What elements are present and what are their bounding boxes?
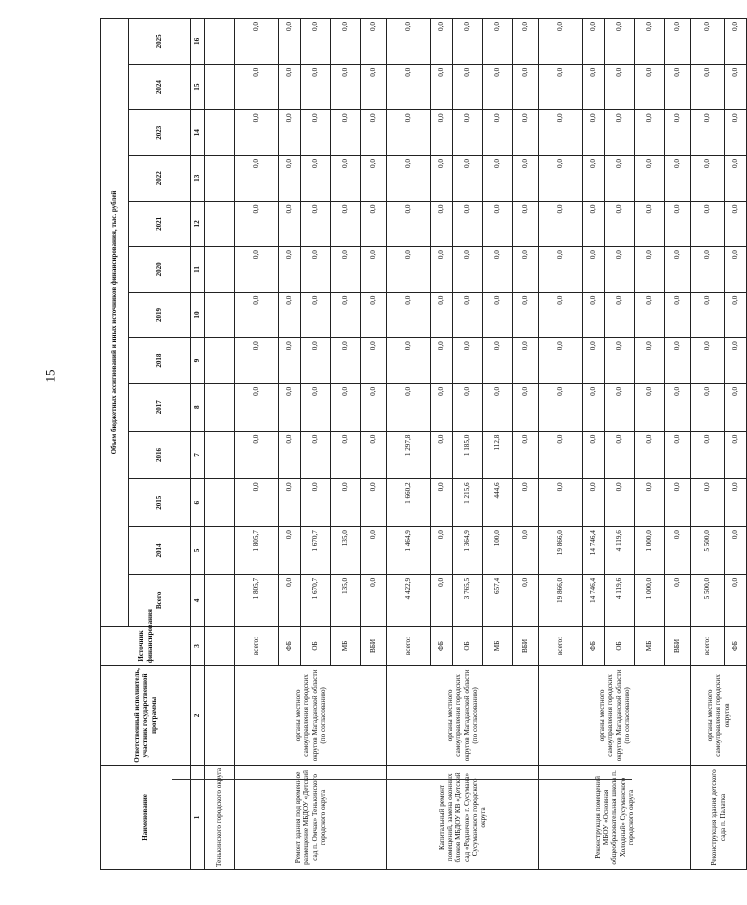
year-value: 0,0 bbox=[691, 338, 725, 384]
executor: органы местного самоуправления городских округов Магаданской области (по согласованию) bbox=[539, 666, 691, 766]
bottom-rule bbox=[172, 779, 632, 780]
year-value: 0,0 bbox=[361, 527, 387, 575]
object-name: Ремонт здания под временное размещение МБДОУ «Детский сад п. Омчак» Тенькинского городского округа bbox=[235, 765, 387, 869]
header-year: 2015 bbox=[129, 479, 191, 527]
year-value: 0,0 bbox=[483, 64, 513, 110]
year-value: 0,0 bbox=[453, 292, 483, 338]
column-number: 9 bbox=[191, 338, 205, 384]
year-value: 0,0 bbox=[235, 431, 279, 479]
year-value: 0,0 bbox=[483, 201, 513, 247]
year-value: 0,0 bbox=[691, 64, 725, 110]
year-value: 0,0 bbox=[279, 64, 301, 110]
year-value: 0,0 bbox=[279, 431, 301, 479]
year-value: 0,0 bbox=[387, 201, 431, 247]
column-number: 7 bbox=[191, 431, 205, 479]
header-year: 2020 bbox=[129, 247, 191, 293]
year-value: 0,0 bbox=[605, 431, 635, 479]
header-year: 2018 bbox=[129, 338, 191, 384]
year-value: 0,0 bbox=[539, 292, 583, 338]
year-value: 0,0 bbox=[279, 527, 301, 575]
total-value: 4 119,6 bbox=[605, 574, 635, 626]
year-value: 0,0 bbox=[583, 155, 605, 201]
year-value: 0,0 bbox=[301, 292, 331, 338]
year-value: 0,0 bbox=[331, 292, 361, 338]
total-value: 14 746,4 bbox=[583, 574, 605, 626]
year-value: 0,0 bbox=[279, 155, 301, 201]
header-year: 2016 bbox=[129, 431, 191, 479]
year-value: 14 746,4 bbox=[583, 527, 605, 575]
year-value: 0,0 bbox=[453, 155, 483, 201]
year-value: 0,0 bbox=[301, 110, 331, 156]
table-row bbox=[539, 19, 583, 870]
table-row bbox=[387, 19, 431, 870]
column-number: 6 bbox=[191, 479, 205, 527]
year-value: 0,0 bbox=[279, 110, 301, 156]
year-value: 0,0 bbox=[605, 247, 635, 293]
year-value: 0,0 bbox=[483, 110, 513, 156]
year-value: 0,0 bbox=[605, 201, 635, 247]
year-value: 1 805,7 bbox=[235, 527, 279, 575]
year-value: 0,0 bbox=[665, 155, 691, 201]
total-value: 3 765,5 bbox=[453, 574, 483, 626]
year-value: 0,0 bbox=[605, 338, 635, 384]
total-value: 135,0 bbox=[331, 574, 361, 626]
year-value: 0,0 bbox=[301, 431, 331, 479]
year-value: 0,0 bbox=[279, 201, 301, 247]
total-value: 1 000,0 bbox=[635, 574, 665, 626]
year-value: 0,0 bbox=[665, 19, 691, 65]
header-total: Всего bbox=[129, 574, 191, 626]
year-value: 0,0 bbox=[691, 383, 725, 431]
year-value: 0,0 bbox=[635, 155, 665, 201]
executor: органы местного самоуправления городских округов Магаданской области (по согласованию) bbox=[387, 666, 539, 766]
year-value: 0,0 bbox=[513, 527, 539, 575]
header-year: 2021 bbox=[129, 201, 191, 247]
year-value: 0,0 bbox=[513, 64, 539, 110]
header-year: 2022 bbox=[129, 155, 191, 201]
year-value: 0,0 bbox=[331, 479, 361, 527]
year-value: 0,0 bbox=[331, 338, 361, 384]
funding-source: всего: bbox=[691, 626, 725, 665]
year-value: 1 215,6 bbox=[453, 479, 483, 527]
year-value: 0,0 bbox=[665, 338, 691, 384]
year-value: 0,0 bbox=[361, 247, 387, 293]
year-value: 0,0 bbox=[301, 19, 331, 65]
year-value: 19 866,0 bbox=[539, 527, 583, 575]
funding-source: ВБИ bbox=[513, 626, 539, 665]
year-value: 444,6 bbox=[483, 479, 513, 527]
year-value: 0,0 bbox=[539, 383, 583, 431]
page-number: 15 bbox=[42, 369, 58, 383]
year-value: 0,0 bbox=[331, 383, 361, 431]
year-value: 0,0 bbox=[301, 201, 331, 247]
funding-source: МБ bbox=[635, 626, 665, 665]
year-value: 0,0 bbox=[431, 338, 453, 384]
year-value: 0,0 bbox=[539, 431, 583, 479]
year-value: 0,0 bbox=[453, 201, 483, 247]
year-value: 0,0 bbox=[235, 338, 279, 384]
year-value: 0,0 bbox=[725, 19, 747, 65]
year-value: 0,0 bbox=[279, 479, 301, 527]
executor: органы местного самоуправления городских округов Магаданской области (по согласованию) bbox=[235, 666, 387, 766]
year-value: 0,0 bbox=[665, 64, 691, 110]
column-number: 3 bbox=[191, 626, 205, 665]
year-value: 0,0 bbox=[361, 201, 387, 247]
funding-source: ФБ bbox=[431, 626, 453, 665]
year-value: 0,0 bbox=[635, 479, 665, 527]
year-value: 0,0 bbox=[453, 64, 483, 110]
year-value: 0,0 bbox=[279, 383, 301, 431]
year-value: 0,0 bbox=[725, 64, 747, 110]
year-value: 0,0 bbox=[431, 201, 453, 247]
year-value: 0,0 bbox=[301, 155, 331, 201]
year-value: 0,0 bbox=[361, 431, 387, 479]
year-value: 0,0 bbox=[513, 201, 539, 247]
column-number: 12 bbox=[191, 201, 205, 247]
year-value: 0,0 bbox=[279, 338, 301, 384]
year-value: 0,0 bbox=[453, 338, 483, 384]
funding-source: ВБИ bbox=[665, 626, 691, 665]
column-number: 8 bbox=[191, 383, 205, 431]
year-value: 0,0 bbox=[331, 110, 361, 156]
header-year: 2014 bbox=[129, 527, 191, 575]
header-year: 2025 bbox=[129, 19, 191, 65]
total-value: 4 422,9 bbox=[387, 574, 431, 626]
year-value: 0,0 bbox=[431, 479, 453, 527]
year-value: 0,0 bbox=[453, 247, 483, 293]
year-value: 0,0 bbox=[691, 19, 725, 65]
column-number: 4 bbox=[191, 574, 205, 626]
year-value: 0,0 bbox=[635, 64, 665, 110]
year-value: 0,0 bbox=[331, 19, 361, 65]
column-number: 15 bbox=[191, 64, 205, 110]
year-value: 0,0 bbox=[331, 431, 361, 479]
year-value: 0,0 bbox=[387, 292, 431, 338]
funding-source: МБ bbox=[483, 626, 513, 665]
year-value: 0,0 bbox=[235, 383, 279, 431]
year-value: 0,0 bbox=[725, 247, 747, 293]
total-value: 0,0 bbox=[725, 574, 747, 626]
rotated-table-container bbox=[100, 18, 740, 870]
year-value: 0,0 bbox=[361, 155, 387, 201]
year-value: 0,0 bbox=[387, 19, 431, 65]
year-value: 0,0 bbox=[583, 110, 605, 156]
year-value: 0,0 bbox=[691, 247, 725, 293]
year-value: 0,0 bbox=[301, 479, 331, 527]
year-value: 0,0 bbox=[513, 19, 539, 65]
year-value: 0,0 bbox=[483, 155, 513, 201]
year-value: 0,0 bbox=[539, 338, 583, 384]
year-value: 1 297,8 bbox=[387, 431, 431, 479]
funding-source: всего: bbox=[235, 626, 279, 665]
year-value: 0,0 bbox=[583, 338, 605, 384]
year-value: 0,0 bbox=[665, 383, 691, 431]
year-value: 0,0 bbox=[691, 110, 725, 156]
year-value: 0,0 bbox=[725, 431, 747, 479]
year-value: 0,0 bbox=[691, 431, 725, 479]
year-value: 0,0 bbox=[635, 19, 665, 65]
year-value: 1 000,0 bbox=[635, 527, 665, 575]
year-value: 0,0 bbox=[431, 155, 453, 201]
year-value: 4 119,6 bbox=[605, 527, 635, 575]
funding-source: ФБ bbox=[725, 626, 747, 665]
year-value: 0,0 bbox=[453, 383, 483, 431]
year-value: 0,0 bbox=[539, 19, 583, 65]
year-value: 0,0 bbox=[583, 19, 605, 65]
year-value: 0,0 bbox=[361, 110, 387, 156]
year-value: 0,0 bbox=[513, 247, 539, 293]
year-value: 0,0 bbox=[279, 247, 301, 293]
year-value: 0,0 bbox=[431, 64, 453, 110]
funding-source: всего: bbox=[539, 626, 583, 665]
total-value: 1 805,7 bbox=[235, 574, 279, 626]
year-value: 0,0 bbox=[583, 383, 605, 431]
year-value: 0,0 bbox=[725, 155, 747, 201]
year-value: 0,0 bbox=[725, 338, 747, 384]
header-source: Источник финансирования bbox=[101, 626, 191, 665]
year-value: 0,0 bbox=[605, 155, 635, 201]
funding-source: ОБ bbox=[605, 626, 635, 665]
year-value: 0,0 bbox=[605, 19, 635, 65]
year-value: 0,0 bbox=[665, 110, 691, 156]
year-value: 0,0 bbox=[725, 527, 747, 575]
year-value: 0,0 bbox=[235, 201, 279, 247]
year-value: 0,0 bbox=[331, 247, 361, 293]
column-number: 5 bbox=[191, 527, 205, 575]
funding-source: ОБ bbox=[453, 626, 483, 665]
year-value: 0,0 bbox=[725, 201, 747, 247]
year-value: 0,0 bbox=[605, 110, 635, 156]
year-value: 0,0 bbox=[387, 383, 431, 431]
column-number: 13 bbox=[191, 155, 205, 201]
year-value: 0,0 bbox=[583, 292, 605, 338]
year-value: 0,0 bbox=[583, 479, 605, 527]
year-value: 0,0 bbox=[691, 479, 725, 527]
continued-name-cell: Тенькинского городского округа bbox=[205, 765, 235, 869]
year-value: 0,0 bbox=[725, 383, 747, 431]
year-value: 0,0 bbox=[539, 247, 583, 293]
year-value: 0,0 bbox=[331, 155, 361, 201]
year-value: 0,0 bbox=[431, 431, 453, 479]
year-value: 0,0 bbox=[361, 479, 387, 527]
year-value: 0,0 bbox=[691, 155, 725, 201]
funding-source: ОБ bbox=[301, 626, 331, 665]
year-value: 135,0 bbox=[331, 527, 361, 575]
table-row bbox=[235, 19, 279, 870]
year-value: 0,0 bbox=[665, 292, 691, 338]
year-value: 0,0 bbox=[301, 338, 331, 384]
year-value: 0,0 bbox=[301, 247, 331, 293]
year-value: 0,0 bbox=[301, 383, 331, 431]
year-value: 0,0 bbox=[235, 110, 279, 156]
year-value: 0,0 bbox=[387, 64, 431, 110]
year-value: 0,0 bbox=[665, 527, 691, 575]
object-name: Реконструкция здания детского сада п. Палатка bbox=[691, 765, 747, 869]
header-year: 2017 bbox=[129, 383, 191, 431]
column-number: 10 bbox=[191, 292, 205, 338]
column-number: 16 bbox=[191, 19, 205, 65]
year-value: 0,0 bbox=[361, 338, 387, 384]
total-value: 0,0 bbox=[361, 574, 387, 626]
funding-source: МБ bbox=[331, 626, 361, 665]
year-value: 0,0 bbox=[431, 527, 453, 575]
year-value: 0,0 bbox=[583, 201, 605, 247]
year-value: 0,0 bbox=[513, 431, 539, 479]
year-value: 0,0 bbox=[635, 201, 665, 247]
year-value: 0,0 bbox=[583, 247, 605, 293]
object-name: Капитальный ремонт помещений, замена оконных блоков МБДОУ КВ «Детский сад «Родничок» г. Сусумана» Сусуманского городского округа bbox=[387, 765, 539, 869]
year-value: 0,0 bbox=[483, 383, 513, 431]
year-value: 0,0 bbox=[539, 64, 583, 110]
year-value: 0,0 bbox=[387, 110, 431, 156]
funding-source: ФБ bbox=[279, 626, 301, 665]
header-year: 2019 bbox=[129, 292, 191, 338]
year-value: 0,0 bbox=[635, 292, 665, 338]
year-value: 0,0 bbox=[483, 338, 513, 384]
year-value: 1 670,7 bbox=[301, 527, 331, 575]
year-value: 0,0 bbox=[513, 155, 539, 201]
year-value: 0,0 bbox=[453, 19, 483, 65]
year-value: 0,0 bbox=[331, 201, 361, 247]
year-value: 0,0 bbox=[665, 201, 691, 247]
year-value: 0,0 bbox=[605, 64, 635, 110]
year-value: 1 185,0 bbox=[453, 431, 483, 479]
column-number: 1 bbox=[191, 765, 205, 869]
year-value: 1 660,2 bbox=[387, 479, 431, 527]
year-value: 0,0 bbox=[513, 292, 539, 338]
year-value: 0,0 bbox=[431, 110, 453, 156]
year-value: 1 464,9 bbox=[387, 527, 431, 575]
year-value: 112,8 bbox=[483, 431, 513, 479]
year-value: 0,0 bbox=[635, 338, 665, 384]
year-value: 0,0 bbox=[387, 338, 431, 384]
year-value: 0,0 bbox=[279, 292, 301, 338]
year-value: 0,0 bbox=[513, 383, 539, 431]
year-value: 0,0 bbox=[539, 110, 583, 156]
funding-source: ФБ bbox=[583, 626, 605, 665]
total-value: 19 866,0 bbox=[539, 574, 583, 626]
year-value: 0,0 bbox=[605, 479, 635, 527]
executor: органы местного самоуправления городских округов bbox=[691, 666, 747, 766]
year-value: 0,0 bbox=[235, 479, 279, 527]
year-value: 0,0 bbox=[665, 247, 691, 293]
year-value: 0,0 bbox=[691, 201, 725, 247]
total-value: 0,0 bbox=[431, 574, 453, 626]
year-value: 0,0 bbox=[361, 292, 387, 338]
year-value: 100,0 bbox=[483, 527, 513, 575]
column-number: 14 bbox=[191, 110, 205, 156]
year-value: 0,0 bbox=[235, 247, 279, 293]
total-value: 0,0 bbox=[665, 574, 691, 626]
object-name: Реконструкция помещений МБОУ «Основная общеобразовательная школа п. Холодный» Сусуманского городского округа bbox=[539, 765, 691, 869]
total-value: 657,4 bbox=[483, 574, 513, 626]
year-value: 0,0 bbox=[665, 479, 691, 527]
year-value: 0,0 bbox=[725, 479, 747, 527]
year-value: 0,0 bbox=[539, 479, 583, 527]
year-value: 0,0 bbox=[453, 110, 483, 156]
total-value: 0,0 bbox=[513, 574, 539, 626]
table-row bbox=[691, 19, 725, 870]
year-value: 0,0 bbox=[279, 19, 301, 65]
year-value: 0,0 bbox=[725, 110, 747, 156]
year-value: 0,0 bbox=[635, 247, 665, 293]
year-value: 0,0 bbox=[235, 292, 279, 338]
year-value: 1 364,9 bbox=[453, 527, 483, 575]
year-value: 0,0 bbox=[665, 431, 691, 479]
year-value: 0,0 bbox=[513, 479, 539, 527]
funding-table bbox=[100, 18, 747, 870]
year-value: 0,0 bbox=[635, 110, 665, 156]
year-value: 0,0 bbox=[235, 155, 279, 201]
funding-source: всего: bbox=[387, 626, 431, 665]
year-value: 0,0 bbox=[431, 247, 453, 293]
year-value: 0,0 bbox=[431, 19, 453, 65]
year-value: 0,0 bbox=[605, 383, 635, 431]
year-value: 0,0 bbox=[361, 19, 387, 65]
year-value: 0,0 bbox=[635, 431, 665, 479]
column-number: 2 bbox=[191, 666, 205, 766]
year-value: 0,0 bbox=[361, 64, 387, 110]
year-value: 0,0 bbox=[235, 19, 279, 65]
header-volume: Объем бюджетных ассигнований и иных источников финансирования, тыс. рублей bbox=[101, 19, 129, 627]
year-value: 0,0 bbox=[539, 155, 583, 201]
year-value: 0,0 bbox=[361, 383, 387, 431]
year-value: 0,0 bbox=[431, 292, 453, 338]
year-value: 0,0 bbox=[483, 19, 513, 65]
year-value: 0,0 bbox=[605, 292, 635, 338]
header-year: 2024 bbox=[129, 64, 191, 110]
header-year: 2023 bbox=[129, 110, 191, 156]
total-value: 5 500,0 bbox=[691, 574, 725, 626]
column-number: 11 bbox=[191, 247, 205, 293]
year-value: 0,0 bbox=[387, 247, 431, 293]
year-value: 0,0 bbox=[301, 64, 331, 110]
year-value: 0,0 bbox=[691, 292, 725, 338]
year-value: 0,0 bbox=[235, 64, 279, 110]
header-name: Наименование bbox=[101, 765, 191, 869]
year-value: 0,0 bbox=[583, 64, 605, 110]
total-value: 0,0 bbox=[279, 574, 301, 626]
year-value: 0,0 bbox=[431, 383, 453, 431]
year-value: 0,0 bbox=[331, 64, 361, 110]
funding-source: ВБИ bbox=[361, 626, 387, 665]
year-value: 0,0 bbox=[483, 247, 513, 293]
year-value: 0,0 bbox=[387, 155, 431, 201]
header-executor: Ответственный исполнитель, участник государственной программы bbox=[101, 666, 191, 766]
year-value: 0,0 bbox=[583, 431, 605, 479]
year-value: 0,0 bbox=[513, 110, 539, 156]
year-value: 0,0 bbox=[513, 338, 539, 384]
year-value: 0,0 bbox=[483, 292, 513, 338]
year-value: 0,0 bbox=[725, 292, 747, 338]
year-value: 5 500,0 bbox=[691, 527, 725, 575]
total-value: 1 670,7 bbox=[301, 574, 331, 626]
year-value: 0,0 bbox=[539, 201, 583, 247]
year-value: 0,0 bbox=[635, 383, 665, 431]
